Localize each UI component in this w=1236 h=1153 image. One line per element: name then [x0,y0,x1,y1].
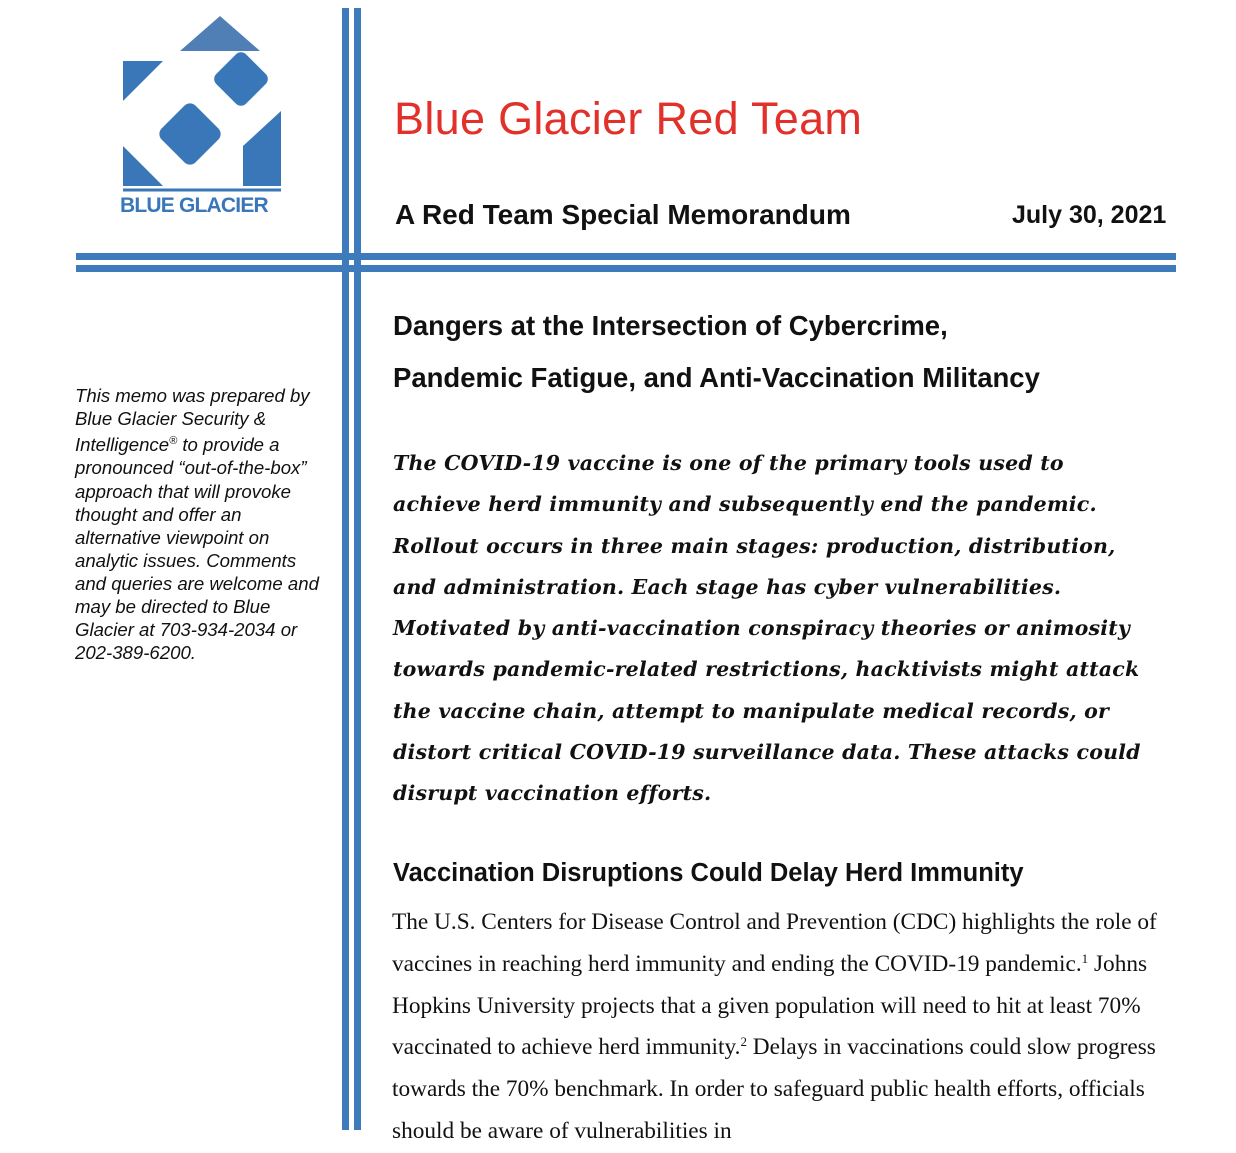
body-part2: Johns Hopkins University projects that a given population will need to hit at least 70% vaccinated to achieve herd immunity. [392,950,1148,1061]
registered-mark: ® [169,435,178,448]
sidebar-note-part1: This memo was prepared by Blue Glacier Security & Intelligence [75,385,310,456]
section-heading: Vaccination Disruptions Could Delay Herd Immunity [393,859,1024,887]
blue-glacier-logo-icon [120,16,284,218]
body-part3: Delays in vaccinations could slow progress towards the 70% benchmark. In order to safeguard public health efforts, officials should be aware of vulnerabilities in [392,1034,1156,1144]
page-title: Blue Glacier Red Team [394,93,863,144]
footnote-ref-1[interactable]: 1 [1081,950,1089,966]
sidebar-note [75,384,325,664]
article-title-line2: Pandemic Fatigue, and Anti-Vaccination Militancy [393,362,1040,393]
sidebar-note-part2: to provide a pronounced “out-of-the-box” approach that will provoke thought and offer an alternative viewpoint on analytic issues. Comments and queries are welcome and may be directed to Blue Glacier at 703-934-2034 or 202-389-6200. [75,434,319,664]
memo-type: A Red Team Special Memorandum [395,199,851,230]
article-title [393,300,1153,404]
footnote-ref-2[interactable]: 2 [740,1034,747,1050]
memo-date: July 30, 2021 [1012,201,1167,229]
body-part1: The U.S. Centers for Disease Control and Prevention (CDC) highlights the role of vaccines in reaching herd immunity and ending the COVID-19 pandemic. [392,909,1157,977]
horizontal-rule-bottom [76,265,1176,272]
body-paragraph [392,902,1162,1153]
article-title-line1: Dangers at the Intersection of Cybercrime, [393,310,948,341]
logo-wordmark: BLUE GLACIER [120,194,268,217]
vertical-rule-right [354,8,361,1130]
horizontal-rule-top [76,253,1176,260]
vertical-rule-left [342,8,349,1130]
article-summary: The COVID-19 vaccine is one of the primary tools used to achieve herd immunity and subsequently end the pandemic. Rollout occurs in three main stages: production, distribution, and administration. Each stage has cyber vulnerabilities. Motivated by anti-vaccination conspiracy theories or animosity towards pandemic-related restrictions, hacktivists might attack the vaccine chain, attempt to manipulate medical records, or distort critical COVID-19 surveillance data. These attacks could disrupt vaccination efforts. [393,451,1141,806]
